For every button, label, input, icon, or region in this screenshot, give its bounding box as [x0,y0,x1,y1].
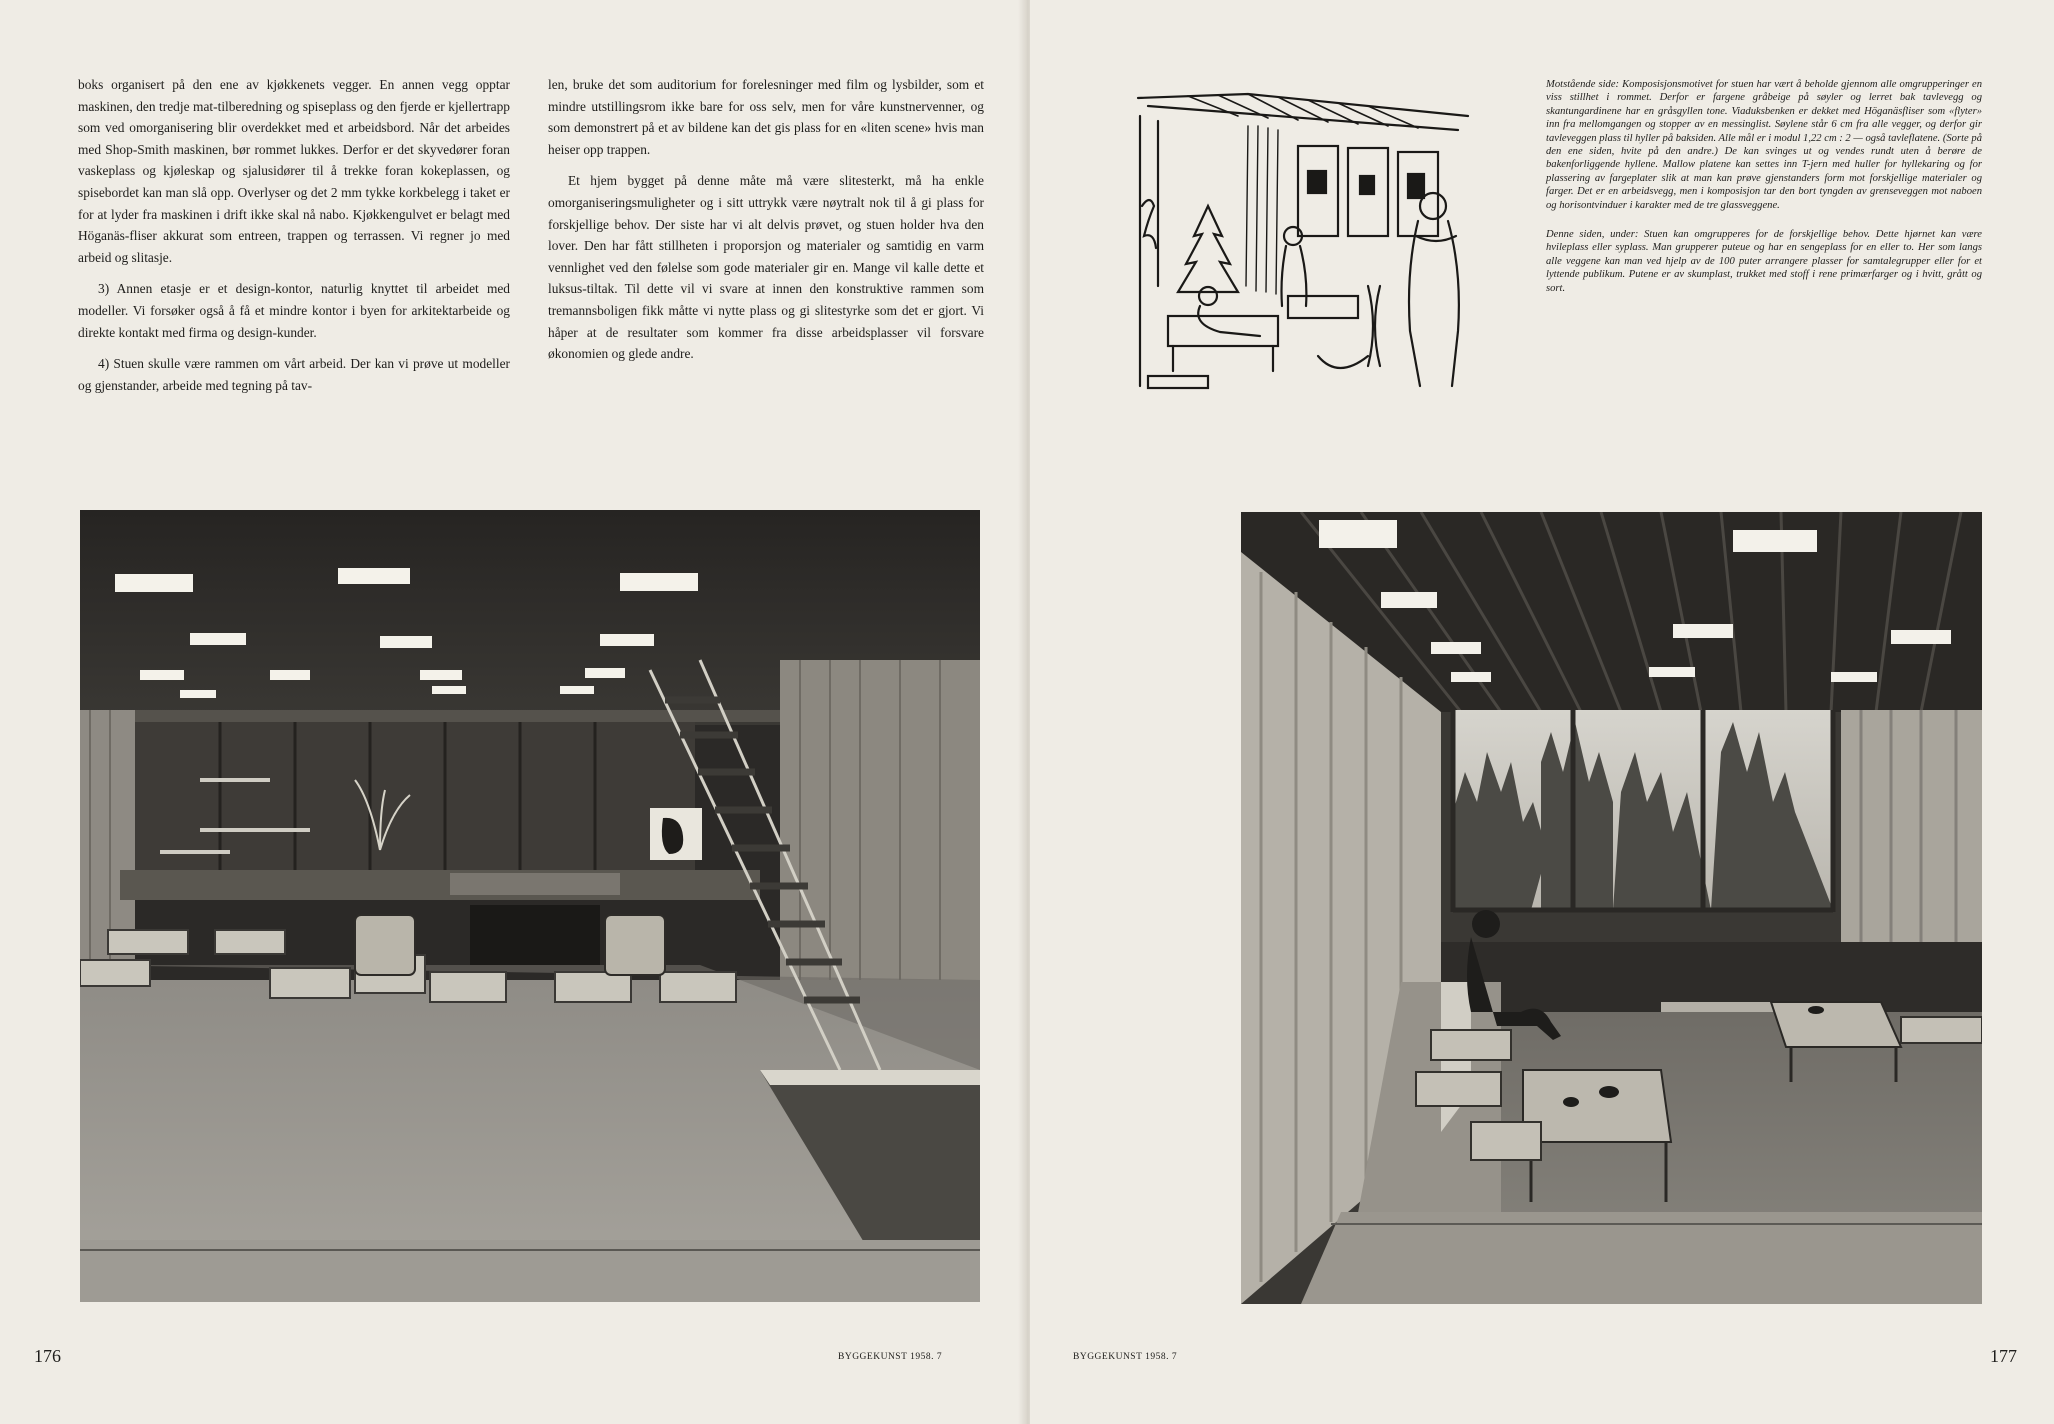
running-footer: BYGGEKUNST 1958. 7 [838,1352,943,1362]
paragraph: len, bruke det som auditorium for forelesninger med film og lysbilder, som et mindre utstillingsrom ikke bare for oss selv, men for våre kunstnervenner, og som demonstrert på et av bildene kan det gis plass for en «liten scene» hvis man heiser opp trappen. [548,77,984,157]
caption-paragraph: Denne siden, under: Stuen kan omgrupperes for de forskjellige behov. Dette hjørnet kan være hvileplass eller syplass. Man grupperer puteue og har en sengeplass for en eller to. Her som langs alle veggene kan man ved hjelp av de 100 puter arrangere plasser for samtalegrupper eller for et lyttende publikum. Putene er av skumplast, trukket med stoff i rene primærfarger og i hvitt, grått og sort. [1546,229,1982,294]
photo-caption [1546,78,1982,311]
running-header: BYGGEKUNST 1958. 7 [1073,1352,1178,1362]
caption-paragraph: Motstående side: Komposisjonsmotivet for stuen har vært å beholde gjennom alle omgrupperinger en viss stillhet i rommet. Derfor er fargene gråbeige på søyler og lerret bak tavlevegg og skantungardinene har en gråsgyllen tone. Viaduksbenken er dekket med Höganäsfliser som «flyter» inn fra mellomgangen og stopper av en messinglist. Søylene står 6 cm fra alle vegger, og derfor gir tavleveggen plass til hyller på baksiden. Alle mål er i modul 1,22 cm : 2 — også tavleflatene. (Sorte på den ene siden, hvite på den andre.) De kan svinges ut og vendes rundt uten å berøre de bakenforliggende hyllene. Mallow platene kan settes inn T-jern med huller for hyllekaring og for plassering av fargeplater slik at man kan prøve gjenstanders form mot forskjellige materialer og farger. Det er en arbeidsvegg, men i komposisjon tar den bort tyngden av grenseveggen mot naboen og horisontvinduer i karakter med de tre glassveggene. [1546,79,1982,211]
left-page-column-1 [78,74,510,406]
interior-sketch-illustration [1128,86,1478,411]
left-page-column-2 [548,74,984,375]
paragraph: Et hjem bygget på denne måte må være slitesterkt, må ha enkle omorganiseringsmuligheter og i sitt uttrykk være nøytralt nok til å gi plass for forskjellige behov. Der siste har vi alt delvis prøvet, og stuen holder hva den lover. Den har fått stillheten i proporsjon og materialer og samtidig en varm vennlighet ved den følelse som gode materialer gir en. Mange vil kalle dette et luksus-tiltak. Til dette vil vi svare at innen den konstruktive rammen som tremannsboligen fikk måtte vi nytte plass og gi slitestyrke som det er gjort. Vi håper at de resultater som kommer fra disse arbeidsplasser vil forsvare økonomien og glede andre. [548,173,984,362]
paragraph: 4) Stuen skulle være rammen om vårt arbeid. Der kan vi prøve ut modeller og gjenstander, arbeide med tegning på tav- [78,356,510,393]
paragraph: boks organisert på den ene av kjøkkenets vegger. En annen vegg opptar maskinen, den tredje mat-tilberedning og spiseplass og den fjerde er kjellertrapp som ved omorganisering blir overdekket med et arbeidsbord. Når det arbeides med Shop-Smith maskinen, bør rommet lukkes. Derfor er det skyvedører foran vaskeplass og kjøleskap og sjalusidører til å trekke foran kokeplassen, og spisebordet kan man slå opp. Overlyser og det 2 mm tykke korkbelegg i taket er for at lyder fra maskinen i drift ikke skal nå nabo. Kjøkkengulvet er belagt med Höganäs-fliser akkurat som entreen, trappen og terrassen. Vi regner jo med arbeid og slitasje. [78,77,510,265]
left-page [0,0,1024,1424]
page-number: 177 [1990,1346,2017,1366]
paragraph: 3) Annen etasje er et design-kontor, naturlig knyttet til arbeidet med modeller. Vi forsøker også å få et mindre kontor i byen for arkitektarbeide og direkte kontakt med firma og design-kunder. [78,281,510,340]
page-number: 176 [34,1346,61,1366]
interior-photo-window [1241,512,1982,1304]
interior-photo-staircase [80,510,980,1302]
